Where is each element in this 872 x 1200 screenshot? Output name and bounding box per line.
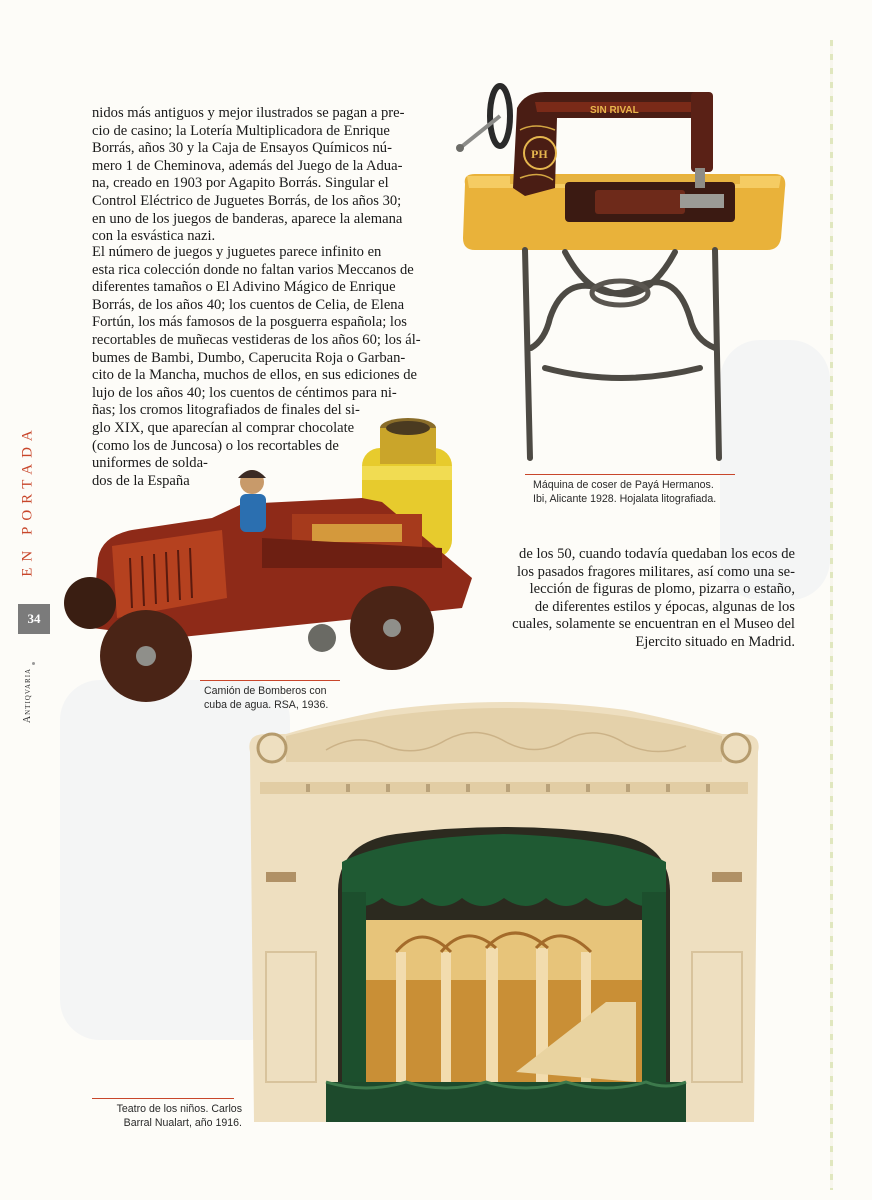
caption-sewing-machine: Máquina de coser de Payá Hermanos. Ibi, Alicante 1928. Hojalata litografiada. [533,479,717,505]
caption-rule-sewing [525,474,735,475]
svg-text:PH: PH [531,147,548,161]
svg-text:SIN RIVAL: SIN RIVAL [590,105,639,116]
section-label: EN PORTADA [19,423,36,577]
article-paragraph-1: nidos más antiguos y mejor ilustrados se pagan a pre- cio de casino; la Lotería Multiplicadora de Enrique Borrás, años 30 y la Caja de Ensayos Químicos nú- mero 1 de Cheminova, además del Juego de la Adua- na, creado en 1903 por Agapito Borrás. Singular el Control Eléctrico de Juguetes Borrás, de los años 30; en uno de los juegos de banderas, aparece la alemana con la esvástica nazi. [92,105,405,245]
caption-theatre: Teatro de los niños. Carlos Barral Nualart, año 1916. [116,1103,242,1129]
sewing-machine-photo [445,78,795,468]
caption-rule-truck [200,680,340,681]
caption-rule-theatre [92,1098,234,1099]
magazine-name: Antiqvaria [22,667,34,723]
fire-truck-photo [62,418,482,708]
article-paragraph-2: El número de juegos y juguetes parece infinito en esta rica colección donde no faltan varios Meccanos de diferentes tamaños o El Adivino Mágico de Enrique Borrás, de los años 40; los cuentos de Celia, de Elena Fortún, los más famosos de la posguerra española; los recortables de muñecas vestideras de los años 60; los ál- bumes de Bambi, Dumbo, Caperucita Roja o Garban- cito de la Mancha, muchos de ellos, en sus ediciones de lujo de los años 40; los cuentos de céntimos para ni- ñas; los cromos litografiados de finales del si- glo XIX, que aparecían al comprar chocolate (como los de Juncosa) o los recortables de uniformes de solda- dos de la España [92,244,421,489]
toy-theatre-photo [246,702,762,1130]
page-number: 34 [18,604,50,634]
page-edge [830,40,833,1190]
article-paragraph-3: de los 50, cuando todavía quedaban los ecos de los pasados fragores militares, así como una se- lección de figuras de plomo, pizarra o estaño, de diferentes estilos y épocas, algunas de los cuales, solamente se encuentran en el Museo del Ejercito situado en Madrid. [512,546,795,650]
caption-fire-truck: Camión de Bomberos con cuba de agua. RSA, 1936. [204,685,329,711]
